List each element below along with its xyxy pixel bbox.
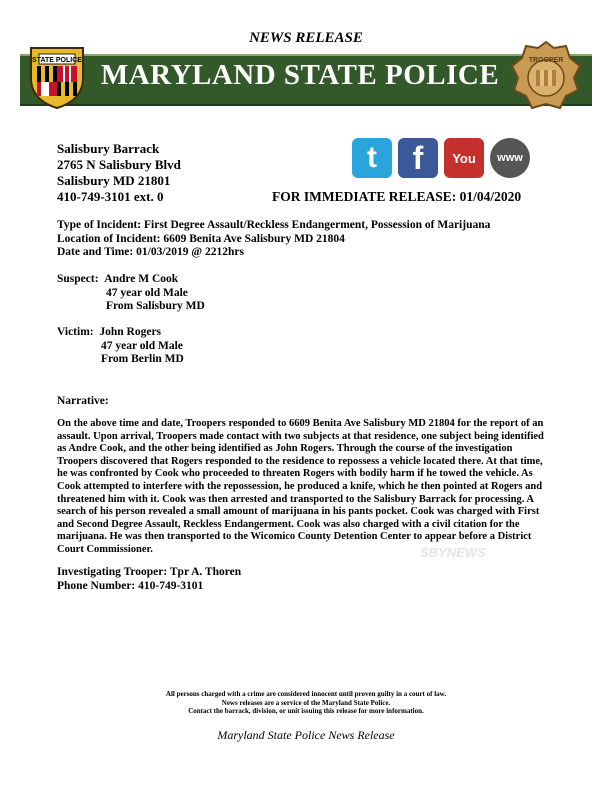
investigating-trooper: Investigating Trooper: Tpr A. Thoren [57,566,242,578]
narrative-text: On the above time and date, Troopers responded to 6609 Benita Ave Salisbury MD 21804 for the report of an assault. Upon arrival, Troopers made contact with two subjects at that residence, one subject being identified as Andre Cook, and the other being identified as John Rogers. Through the course of the investigation Troopers discovered that Rogers responded to the residence to repossess a vehicle located there. At that time, he was confronted by Cook who proceeded to threaten Rogers with bodily harm if he towed the vehicle. As Cook attempted to interfere with the repossession, he produced a knife, which he then pointed at Rogers and threatened him with it. Cook was then arrested and transported to the Salisbury Barrack for processing. A search of his person revealed a small amount of marijuana in his pants pocket. Cook was charged with First and Second Degree Assault, Reckless Endangerment. Cook was also charged with a civil citation for the marijuana. He was then transported to the Wicomico County Detention Center to appear before a District Court Commissioner. [57,418,544,555]
watermark: SBYNEWS [420,545,486,560]
barrack-city: Salisbury MD 21801 [57,173,171,188]
footer-disclaimer [0,690,612,716]
suspect-section [57,273,205,314]
suspect-label: Suspect: [57,273,99,285]
facebook-icon[interactable]: f [398,138,438,178]
barrack-address [57,141,181,205]
incident-type: Type of Incident: First Degree Assault/Reckless Endangerment, Possession of Marijuana [57,219,491,231]
incident-details [57,219,567,260]
barrack-phone: 410-749-3101 ext. 0 [57,189,164,204]
footer-line-3: Contact the barrack, division, or unit issuing this release for more information. [188,707,424,715]
release-date: FOR IMMEDIATE RELEASE: 01/04/2020 [272,189,522,204]
www-icon[interactable]: www [490,138,530,178]
banner-title: MARYLAND STATE POLICE [100,59,500,91]
barrack-street: 2765 N Salisbury Blvd [57,157,181,172]
victim-name: John Rogers [99,326,162,338]
investigator-info [57,566,241,593]
suspect-age: 47 year old Male [106,286,188,299]
victim-label: Victim: [57,326,94,338]
victim-age: 47 year old Male [101,339,183,352]
suspect-from: From Salisbury MD [106,300,205,312]
victim-section [57,326,184,367]
shield-text: STATE POLICE [32,57,82,64]
footer-line-2: News releases are a service of the Maryland State Police. [221,698,391,707]
investigator-phone: Phone Number: 410-749-3101 [57,579,204,592]
incident-datetime: Date and Time: 01/03/2019 @ 2212hrs [57,246,244,258]
maryland-shield-logo [25,40,89,110]
suspect-name: Andre M Cook [104,273,179,285]
footer-title: Maryland State Police News Release [217,728,395,742]
victim-from: From Berlin MD [101,353,184,365]
youtube-icon[interactable]: You [444,138,484,178]
incident-location: Location of Incident: 6609 Benita Ave Salisbury MD 21804 [57,232,345,245]
narrative-label: Narrative: [57,395,109,407]
twitter-icon[interactable]: t [352,138,392,178]
trooper-badge-logo [510,40,582,112]
badge-text: TROOPER [528,57,564,64]
footer-line-1: All persons charged with a crime are considered innocent until proven guilty in a court of law. [165,690,447,698]
social-icons [352,138,530,178]
barrack-name: Salisbury Barrack [57,141,160,156]
news-release-heading: NEWS RELEASE [249,30,363,46]
